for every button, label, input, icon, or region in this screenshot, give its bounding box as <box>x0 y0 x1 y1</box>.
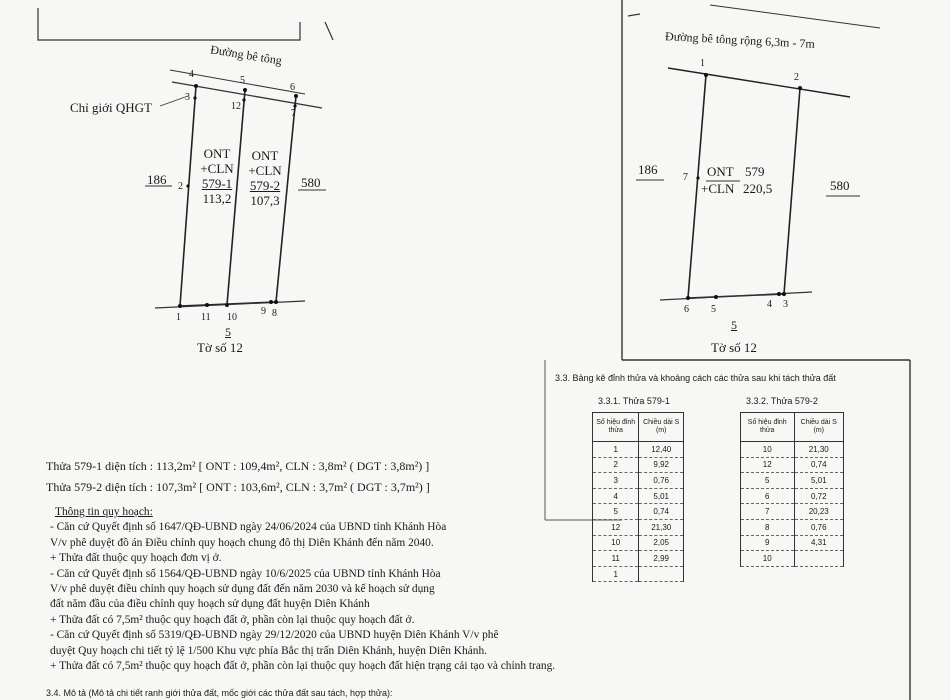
length-cell <box>639 566 684 582</box>
neighbor-plot-left: 186 <box>638 162 658 177</box>
length-cell: 0,74 <box>794 457 844 473</box>
point-label: 8 <box>272 308 277 319</box>
length-cell: 12,40 <box>639 442 684 458</box>
length-cell: 2,05 <box>639 535 684 551</box>
table-row <box>741 535 844 551</box>
plot-id: 579-2 <box>249 178 281 193</box>
point-label: 5 <box>711 304 716 315</box>
neighbor-plot-right: 580 <box>830 178 850 193</box>
length-cell: 2,99 <box>639 551 684 567</box>
right-road-label: Đường bê tông rộng 6,3m - 7m <box>664 29 816 51</box>
top-tick <box>325 22 333 40</box>
vertex-id-cell: 3 <box>593 473 639 489</box>
length-cell <box>794 551 844 567</box>
vertex-id-cell: 5 <box>741 473 795 489</box>
point-label: 1 <box>700 58 705 69</box>
table-row <box>741 504 844 520</box>
vertex-id-cell: 4 <box>593 488 639 504</box>
table-row <box>741 473 844 489</box>
table-row <box>741 457 844 473</box>
point-label: 3 <box>185 92 190 103</box>
table-header: Số hiệu đỉnh thửa <box>741 413 795 442</box>
neighbor-plot-left: 186 <box>147 172 167 187</box>
table-row <box>593 519 684 535</box>
length-cell: 5,01 <box>639 488 684 504</box>
point-label: 1 <box>176 312 181 323</box>
land-type-label: +CLN <box>701 181 735 196</box>
planning-line: V/v phê duyệt đồ án Điều chỉnh quy hoạch chung đô thị Diên Khánh đến năm 2040. <box>50 536 434 549</box>
sheet-number: Tờ số 12 <box>711 340 757 355</box>
land-type-label: +CLN <box>248 163 282 178</box>
planning-line: - Căn cứ Quyết định số 1647/QĐ-UBND ngày 24/06/2024 của UBND tỉnh Khánh Hòa <box>50 521 447 534</box>
plot-579-2-label <box>243 148 287 208</box>
length-cell: 0,72 <box>794 488 844 504</box>
planning-line: duyệt Quy hoạch chi tiết tỷ lệ 1/500 Khu vực phía Bắc thị trấn Diên Khánh, huyện Diên Khánh. <box>50 644 488 657</box>
point-label: 2 <box>794 72 799 83</box>
vertex-id-cell: 5 <box>593 504 639 520</box>
table-row <box>741 519 844 535</box>
point-label: 6 <box>290 82 295 93</box>
plot-579-1-area: Thửa 579-1 diện tích : 113,2m² [ ONT : 109,4m², CLN : 3,8m² ( DGT : 3,8m²) ] <box>46 459 430 473</box>
planning-line: + Thửa đất có 7,5m² thuộc quy hoạch đất ở, phần còn lại thuộc quy hoạch đất hiện trạng cải tạo và chỉnh trang. <box>50 660 556 673</box>
plot-579-1-label <box>195 146 239 206</box>
vertex-id-cell: 6 <box>741 488 795 504</box>
table-row <box>741 551 844 567</box>
planning-line: - Căn cứ Quyết định số 1564/QĐ-UBND ngày 10/6/2025 của UBND tỉnh Khánh Hòa <box>50 567 441 580</box>
point-label: 11 <box>201 312 211 323</box>
length-cell: 21,30 <box>639 519 684 535</box>
length-cell: 20,23 <box>794 504 844 520</box>
neighbor-plot-right: 580 <box>301 175 321 190</box>
point-label: 3 <box>783 299 788 310</box>
planning-line: V/v phê duyệt điều chỉnh quy hoạch sử dụng đất đến năm 2030 và kế hoạch sử dụng <box>50 583 435 596</box>
vertex-id-cell: 12 <box>741 457 795 473</box>
land-type-label: ONT <box>203 146 231 161</box>
table-row <box>593 488 684 504</box>
table-579-1-title: 3.3.1. Thửa 579-1 <box>598 396 670 406</box>
table-row <box>593 457 684 473</box>
vertex-id-cell: 8 <box>741 519 795 535</box>
planning-line: đất năm đầu của điều chỉnh quy hoạch sử dụng đất huyện Diên Khánh <box>50 598 370 611</box>
point-label: 2 <box>178 181 183 192</box>
plot-id: 579 <box>745 164 765 179</box>
table-row <box>593 504 684 520</box>
length-cell: 0,76 <box>794 519 844 535</box>
length-cell: 4,31 <box>794 535 844 551</box>
table-row <box>593 473 684 489</box>
table-header: Số hiệu đỉnh thửa <box>593 413 639 442</box>
table-row <box>593 551 684 567</box>
table-579-2-title: 3.3.2. Thửa 579-2 <box>746 396 818 406</box>
vertex-id-cell: 7 <box>741 504 795 520</box>
table-header: Chiều dài S (m) <box>794 413 844 442</box>
planning-line: + Thửa đất có 7,5m² thuộc quy hoạch đất ở, phần còn lại thuộc quy hoạch đất ở. <box>50 613 415 626</box>
tables-section-title: 3.3. Bảng kê đỉnh thửa và khoảng cách các thửa sau khi tách thửa đất <box>555 373 836 383</box>
table-row <box>593 566 684 582</box>
land-type-label: ONT <box>707 164 734 179</box>
point-label: 7 <box>683 172 688 183</box>
planning-title: Thông tin quy hoạch: <box>55 506 153 518</box>
length-cell: 21,30 <box>794 442 844 458</box>
vertex-id-cell: 10 <box>741 442 795 458</box>
length-cell: 0,74 <box>639 504 684 520</box>
planning-line: + Thửa đất thuộc quy hoạch đơn vị ở. <box>50 552 222 565</box>
length-cell: 9,92 <box>639 457 684 473</box>
top-tick-right <box>628 14 640 16</box>
table-row <box>593 535 684 551</box>
table-row <box>593 442 684 458</box>
vertex-id-cell: 1 <box>593 566 639 582</box>
distance-table-579-2 <box>740 412 844 567</box>
point-label: 5 <box>240 75 245 86</box>
table-row <box>741 442 844 458</box>
vertex-id-cell: 9 <box>741 535 795 551</box>
land-type-label: ONT <box>251 148 279 163</box>
plot-579-2-area: Thửa 579-2 diện tích : 107,3m² [ ONT : 103,6m², CLN : 3,7m² ( DGT : 3,7m²) ] <box>46 480 430 494</box>
map-number: 5 <box>731 318 737 332</box>
point-label: 4 <box>189 69 194 80</box>
point-label: 9 <box>261 306 266 317</box>
vertex-id-cell: 1 <box>593 442 639 458</box>
land-type-label: +CLN <box>200 161 234 176</box>
point-label: 7 <box>291 108 296 119</box>
vertex-id-cell: 10 <box>593 535 639 551</box>
sheet-number: Tờ số 12 <box>197 340 243 355</box>
plot-id: 579-1 <box>201 176 233 191</box>
point-label: 12 <box>231 101 241 112</box>
point-label: 10 <box>227 312 237 323</box>
vertex-id-cell: 10 <box>741 551 795 567</box>
plot-area: 113,2 <box>202 191 232 206</box>
table-header: Chiều dài S (m) <box>639 413 684 442</box>
top-frame-fragment <box>38 8 300 40</box>
map-number: 5 <box>225 325 231 339</box>
boundary-label: Chỉ giới QHGT <box>70 100 152 115</box>
point-label: 4 <box>767 299 772 310</box>
vertex-id-cell: 11 <box>593 551 639 567</box>
distance-table-579-1 <box>592 412 684 582</box>
description-heading: 3.4. Mô tả (Mô tả chi tiết ranh giới thửa đất, mốc giới các thửa đất sau tách, hợp thửa): <box>46 688 393 698</box>
top-road-edge-right <box>710 5 880 28</box>
point-label: 6 <box>684 304 689 315</box>
vertex-id-cell: 12 <box>593 519 639 535</box>
plot-area: 107,3 <box>250 193 280 208</box>
planning-line: - Căn cứ Quyết định số 5319/QĐ-UBND ngày 29/12/2020 của UBND huyện Diên Khánh V/v phê <box>50 629 499 642</box>
table-row <box>741 488 844 504</box>
length-cell: 5,01 <box>794 473 844 489</box>
plot-area: 220,5 <box>743 181 773 196</box>
left-road-label: Đường bê tông <box>209 42 283 68</box>
vertex-id-cell: 2 <box>593 457 639 473</box>
length-cell: 0,76 <box>639 473 684 489</box>
